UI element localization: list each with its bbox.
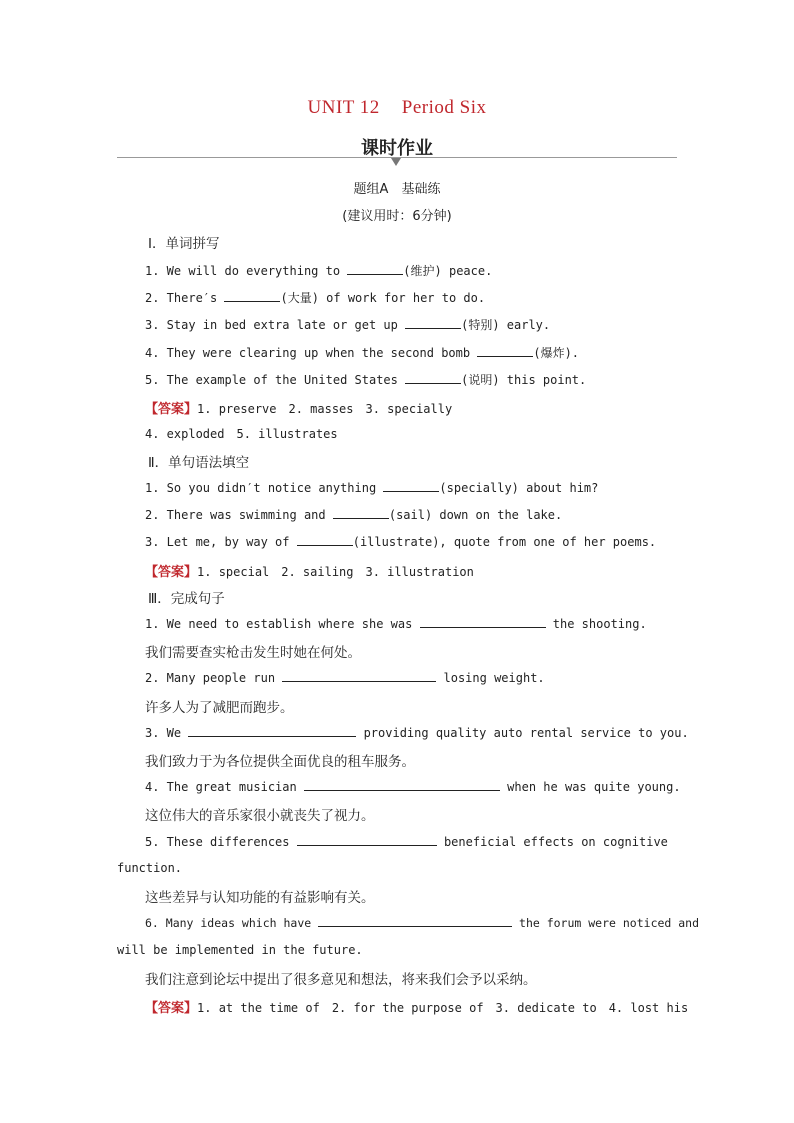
s2-question-3 (145, 534, 656, 549)
s1-q5-tail: (说明) this point. (461, 373, 587, 387)
s2-q3-text: 3. Let me, by way of (145, 535, 297, 549)
s1-answer-text-1: 1. preserve 2. masses 3. specially (197, 402, 453, 416)
s3-q6-translation: 我们注意到论坛中提出了很多意见和想法，将来我们会予以采纳。 (145, 972, 537, 988)
answer-blank[interactable] (318, 915, 512, 927)
answer-blank[interactable] (297, 834, 437, 846)
group-title: 题组A 基础练 (353, 182, 441, 197)
s1-question-3 (145, 316, 550, 333)
s3-question-4 (145, 779, 681, 794)
s3-q3-tail: providing quality auto rental service to you. (356, 726, 689, 740)
divider-marker-icon (391, 158, 401, 166)
s3-q4-translation: 这位伟大的音乐家很小就丧失了视力。 (145, 808, 375, 824)
answer-blank[interactable] (405, 317, 461, 329)
answer-blank[interactable] (383, 480, 439, 492)
s1-q4-tail: (爆炸). (533, 346, 580, 360)
s1-q2-text: 2. There′s (145, 291, 225, 305)
s1-question-2 (145, 289, 485, 306)
s2-answer (145, 561, 474, 580)
answer-blank[interactable] (333, 507, 389, 519)
s1-question-1 (145, 262, 492, 279)
page-subtitle: 课时作业 (361, 138, 433, 159)
answer-blank[interactable] (405, 372, 461, 384)
s3-q2-text: 2. Many people run (145, 671, 283, 685)
s3-q6-continuation: will be implemented in the future. (117, 943, 363, 957)
s1-q1-text: 1. We will do everything to (145, 264, 348, 278)
s3-answer-text: 1. at the time of 2. for the purpose of 3. dedicate to 4. lost his (197, 1001, 689, 1015)
s3-q4-text: 4. The great musician (145, 780, 304, 794)
s2-q1-tail: (specially) about him? (439, 481, 599, 495)
s2-q2-tail: (sail) down on the lake. (388, 508, 563, 522)
answer-tag: 【答案】 (145, 1001, 198, 1016)
s3-question-2 (145, 670, 545, 685)
s1-question-5 (145, 371, 586, 388)
s3-q5-translation: 这些差异与认知功能的有益影响有关。 (145, 890, 375, 906)
s3-question-1 (145, 616, 647, 631)
s3-q4-tail: when he was quite young. (499, 780, 681, 794)
s3-q6-text: 6. Many ideas which have (145, 916, 319, 930)
s3-question-6 (145, 915, 699, 930)
s3-question-5 (145, 834, 668, 849)
s3-question-3 (145, 725, 689, 740)
s3-q6-tail: the forum were noticed and (512, 916, 700, 930)
s3-q3-text: 3. We (145, 726, 189, 740)
s1-answer (145, 398, 452, 417)
answer-blank[interactable] (347, 263, 403, 275)
answer-blank[interactable] (297, 534, 353, 546)
s2-q2-text: 2. There was swimming and (145, 508, 333, 522)
s2-q1-text: 1. So you didn′t notice anything (145, 481, 384, 495)
s3-q1-translation: 我们需要查实枪击发生时她在何处。 (145, 645, 361, 661)
suggested-time: (建议用时：6分钟) (342, 209, 452, 224)
s3-q1-text: 1. We need to establish where she was (145, 617, 420, 631)
s3-q2-tail: losing weight. (436, 671, 545, 685)
answer-tag: 【答案】 (145, 565, 198, 580)
section-3-title: Ⅲ．完成句子 (148, 591, 225, 607)
s2-answer-text: 1. special 2. sailing 3. illustration (197, 565, 474, 579)
unit-label: UNIT 12 (307, 97, 380, 118)
answer-blank[interactable] (420, 616, 546, 628)
s3-q5-tail: beneficial effects on cognitive (436, 835, 668, 849)
s3-q5-continuation: function. (117, 861, 183, 875)
period-label: Period Six (401, 97, 487, 118)
s2-q3-tail: (illustrate), quote from one of her poems. (352, 535, 657, 549)
s1-answer-cont: 4. exploded 5. illustrates (145, 427, 338, 441)
s1-q3-tail: (特别) early. (461, 318, 551, 332)
answer-tag: 【答案】 (145, 402, 198, 417)
answer-blank[interactable] (282, 670, 436, 682)
s1-q1-tail: (维护) peace. (403, 264, 493, 278)
s3-q3-translation: 我们致力于为各位提供全面优良的租车服务。 (145, 754, 415, 770)
s2-question-1 (145, 480, 598, 495)
s1-q3-text: 3. Stay in bed extra late or get up (145, 318, 406, 332)
s3-q1-tail: the shooting. (545, 617, 647, 631)
section-1-title: Ⅰ．单词拼写 (148, 236, 220, 252)
s3-q5-text: 5. These differences (145, 835, 297, 849)
answer-blank[interactable] (188, 725, 356, 737)
answer-blank[interactable] (304, 779, 500, 791)
unit-title (0, 97, 794, 119)
section-2-title: Ⅱ．单句语法填空 (148, 455, 250, 471)
s3-q2-translation: 许多人为了减肥而跑步。 (145, 700, 294, 716)
s3-answer (145, 997, 688, 1016)
s1-q4-text: 4. They were clearing up when the second bomb (145, 346, 478, 360)
answer-blank[interactable] (477, 345, 533, 357)
s1-q2-tail: (大量) of work for her to do. (280, 291, 486, 305)
s1-question-4 (145, 344, 579, 361)
answer-blank[interactable] (224, 290, 280, 302)
s2-question-2 (145, 507, 562, 522)
s1-q5-text: 5. The example of the United States (145, 373, 406, 387)
